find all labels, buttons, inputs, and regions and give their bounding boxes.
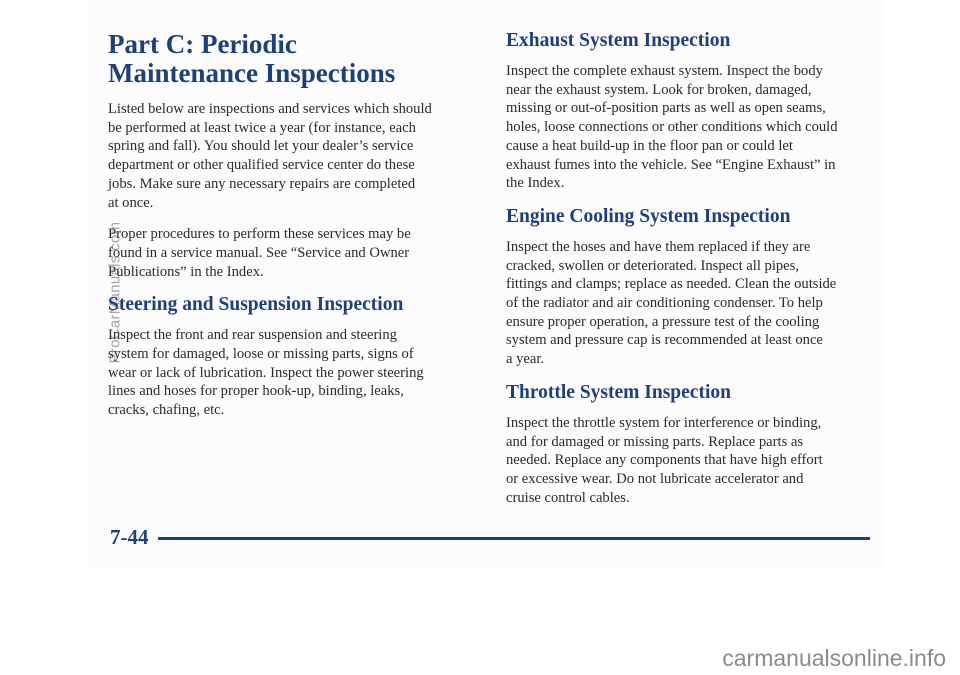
throttle-paragraph: Inspect the throttle system for interference or binding, and for damaged or missing parts. Replace parts as needed. Replace any components that have high effort or excessive wear. Do not lubricate accelerator and cruise control cables. xyxy=(506,414,823,506)
side-watermark xyxy=(100,175,124,365)
exhaust-paragraph: Inspect the complete exhaust system. Inspect the body near the exhaust system. Look for broken, damaged, missing or out-of-position parts as well as open seams, holes, loose connections or other conditions which could cause a heat build-up in the floor pan or could let exhaust fumes into the vehicle. See “Engine Exhaust” in the Index. xyxy=(506,63,838,192)
intro-paragraph-2: Proper procedures to perform these services may be found in a service manual. See “Service and Owner Publications” in the Index. xyxy=(108,226,411,280)
page-number: 7-44 xyxy=(110,525,149,549)
steering-heading: Steering and Suspension Inspection xyxy=(108,294,404,316)
side-watermark-text: ProCarManuals.com xyxy=(106,221,124,364)
exhaust-heading: Exhaust System Inspection xyxy=(506,30,731,51)
steering-paragraph: Inspect the front and rear suspension and steering system for damaged, loose or missing parts, signs of wear or lack of lubrication. Inspect the power steering lines and hoses for proper hook-up, binding, leaks, cracks, chafing, etc. xyxy=(108,327,424,419)
page-title: Part C: Periodic Maintenance Inspections xyxy=(108,29,396,88)
bottom-watermark: carmanualsonline.info xyxy=(722,645,946,671)
left-column xyxy=(108,30,468,433)
cooling-paragraph: Inspect the hoses and have them replaced if they are cracked, swollen or deteriorated. Inspect all pipes, fittings and clamps; replace as needed. Clean the outside of the radiator and air conditioning condenser. To help ensure proper operation, a pressure test of the cooling system and pressure cap is recommended at least once a year. xyxy=(506,238,837,368)
throttle-heading: Throttle System Inspection xyxy=(506,381,731,403)
right-column xyxy=(506,30,876,520)
footer-rule xyxy=(158,537,870,540)
intro-paragraph-1: Listed below are inspections and services which should be performed at least twice a year (for instance, each spring and fall). You should let your dealer’s service department or other qualified service center do these jobs. Make sure any necessary repairs are completed at once. xyxy=(108,101,432,211)
cooling-heading: Engine Cooling System Inspection xyxy=(506,205,791,227)
